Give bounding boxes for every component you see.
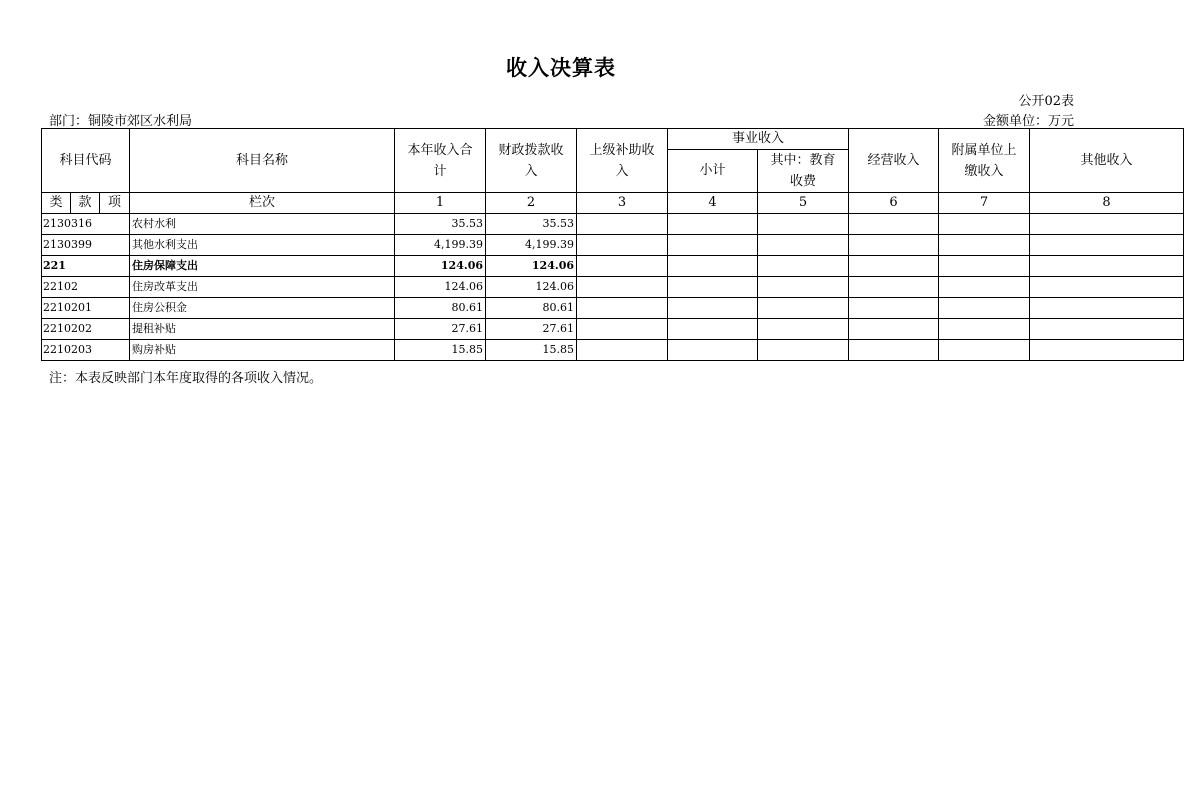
empty-cell bbox=[1030, 340, 1184, 361]
row-name: 住房公积金 bbox=[130, 298, 395, 319]
empty-cell bbox=[668, 256, 758, 277]
column-index-row bbox=[42, 193, 1184, 214]
row-name: 购房补贴 bbox=[130, 340, 395, 361]
department-label: 部门：铜陵市郊区水利局 bbox=[49, 114, 193, 129]
table-row bbox=[42, 319, 1184, 340]
empty-cell bbox=[758, 277, 849, 298]
row-total: 4,199.39 bbox=[395, 235, 486, 256]
row-code: 2210202 bbox=[42, 319, 130, 340]
empty-cell bbox=[849, 256, 939, 277]
empty-cell bbox=[1030, 298, 1184, 319]
row-total: 15.85 bbox=[395, 340, 486, 361]
header-affiliated: 附属单位上缴收入 bbox=[939, 129, 1030, 193]
empty-cell bbox=[939, 319, 1030, 340]
empty-cell bbox=[849, 235, 939, 256]
empty-cell bbox=[668, 319, 758, 340]
empty-cell bbox=[577, 298, 668, 319]
empty-cell bbox=[1030, 256, 1184, 277]
header-subtotal: 小计 bbox=[668, 150, 758, 193]
empty-cell bbox=[758, 256, 849, 277]
row-total: 35.53 bbox=[395, 214, 486, 235]
empty-cell bbox=[939, 340, 1030, 361]
empty-cell bbox=[577, 235, 668, 256]
header-xiang: 项 bbox=[100, 193, 130, 214]
header-fiscal: 财政拨款收入 bbox=[486, 129, 577, 193]
header-row-1 bbox=[42, 129, 1184, 150]
header-education: 其中：教育收费 bbox=[758, 150, 849, 193]
empty-cell bbox=[758, 235, 849, 256]
col-number: 8 bbox=[1030, 193, 1184, 214]
table-row bbox=[42, 214, 1184, 235]
header-business: 事业收入 bbox=[668, 129, 849, 150]
col-number: 6 bbox=[849, 193, 939, 214]
row-code: 2210201 bbox=[42, 298, 130, 319]
col-number: 1 bbox=[395, 193, 486, 214]
row-fiscal: 80.61 bbox=[486, 298, 577, 319]
header-other: 其他收入 bbox=[1030, 129, 1184, 193]
empty-cell bbox=[939, 277, 1030, 298]
empty-cell bbox=[939, 214, 1030, 235]
empty-cell bbox=[1030, 235, 1184, 256]
row-fiscal: 27.61 bbox=[486, 319, 577, 340]
table-row bbox=[42, 298, 1184, 319]
col-number: 4 bbox=[668, 193, 758, 214]
empty-cell bbox=[849, 340, 939, 361]
income-table bbox=[41, 128, 1184, 361]
row-total: 124.06 bbox=[395, 277, 486, 298]
document-code: 公开02表 bbox=[1018, 94, 1074, 109]
header-lei: 类 bbox=[42, 193, 71, 214]
row-fiscal: 35.53 bbox=[486, 214, 577, 235]
empty-cell bbox=[939, 298, 1030, 319]
empty-cell bbox=[758, 214, 849, 235]
col-number: 7 bbox=[939, 193, 1030, 214]
row-fiscal: 124.06 bbox=[486, 256, 577, 277]
empty-cell bbox=[939, 256, 1030, 277]
header-operating: 经营收入 bbox=[849, 129, 939, 193]
empty-cell bbox=[758, 298, 849, 319]
table-note: 注：本表反映部门本年度取得的各项收入情况。 bbox=[49, 371, 323, 386]
row-name: 提租补贴 bbox=[130, 319, 395, 340]
row-total: 124.06 bbox=[395, 256, 486, 277]
header-superior: 上级补助收入 bbox=[577, 129, 668, 193]
empty-cell bbox=[758, 319, 849, 340]
table-row bbox=[42, 256, 1184, 277]
empty-cell bbox=[1030, 277, 1184, 298]
page-title: 收入决算表 bbox=[506, 56, 616, 80]
empty-cell bbox=[1030, 214, 1184, 235]
row-total: 80.61 bbox=[395, 298, 486, 319]
empty-cell bbox=[758, 340, 849, 361]
row-code: 22102 bbox=[42, 277, 130, 298]
row-name: 住房保障支出 bbox=[130, 256, 395, 277]
empty-cell bbox=[849, 214, 939, 235]
empty-cell bbox=[668, 277, 758, 298]
row-code: 2130316 bbox=[42, 214, 130, 235]
empty-cell bbox=[1030, 319, 1184, 340]
table-row bbox=[42, 277, 1184, 298]
row-total: 27.61 bbox=[395, 319, 486, 340]
empty-cell bbox=[577, 319, 668, 340]
empty-cell bbox=[849, 277, 939, 298]
empty-cell bbox=[577, 277, 668, 298]
header-kuan: 款 bbox=[71, 193, 100, 214]
row-name: 其他水利支出 bbox=[130, 235, 395, 256]
row-code: 2130399 bbox=[42, 235, 130, 256]
row-name: 农村水利 bbox=[130, 214, 395, 235]
empty-cell bbox=[668, 235, 758, 256]
table-row bbox=[42, 235, 1184, 256]
col-number: 3 bbox=[577, 193, 668, 214]
empty-cell bbox=[849, 319, 939, 340]
row-fiscal: 4,199.39 bbox=[486, 235, 577, 256]
row-code: 2210203 bbox=[42, 340, 130, 361]
amount-unit-label: 金额单位：万元 bbox=[982, 114, 1074, 129]
row-name: 住房改革支出 bbox=[130, 277, 395, 298]
empty-cell bbox=[577, 256, 668, 277]
col-number: 5 bbox=[758, 193, 849, 214]
row-fiscal: 124.06 bbox=[486, 277, 577, 298]
header-subject-name: 科目名称 bbox=[130, 129, 395, 193]
empty-cell bbox=[577, 214, 668, 235]
header-column-index: 栏次 bbox=[130, 193, 395, 214]
table-row bbox=[42, 340, 1184, 361]
empty-cell bbox=[939, 235, 1030, 256]
header-total: 本年收入合计 bbox=[395, 129, 486, 193]
empty-cell bbox=[668, 340, 758, 361]
empty-cell bbox=[668, 214, 758, 235]
empty-cell bbox=[577, 340, 668, 361]
row-code: 221 bbox=[42, 256, 130, 277]
empty-cell bbox=[849, 298, 939, 319]
col-number: 2 bbox=[486, 193, 577, 214]
row-fiscal: 15.85 bbox=[486, 340, 577, 361]
empty-cell bbox=[668, 298, 758, 319]
header-subject-code: 科目代码 bbox=[42, 129, 130, 193]
